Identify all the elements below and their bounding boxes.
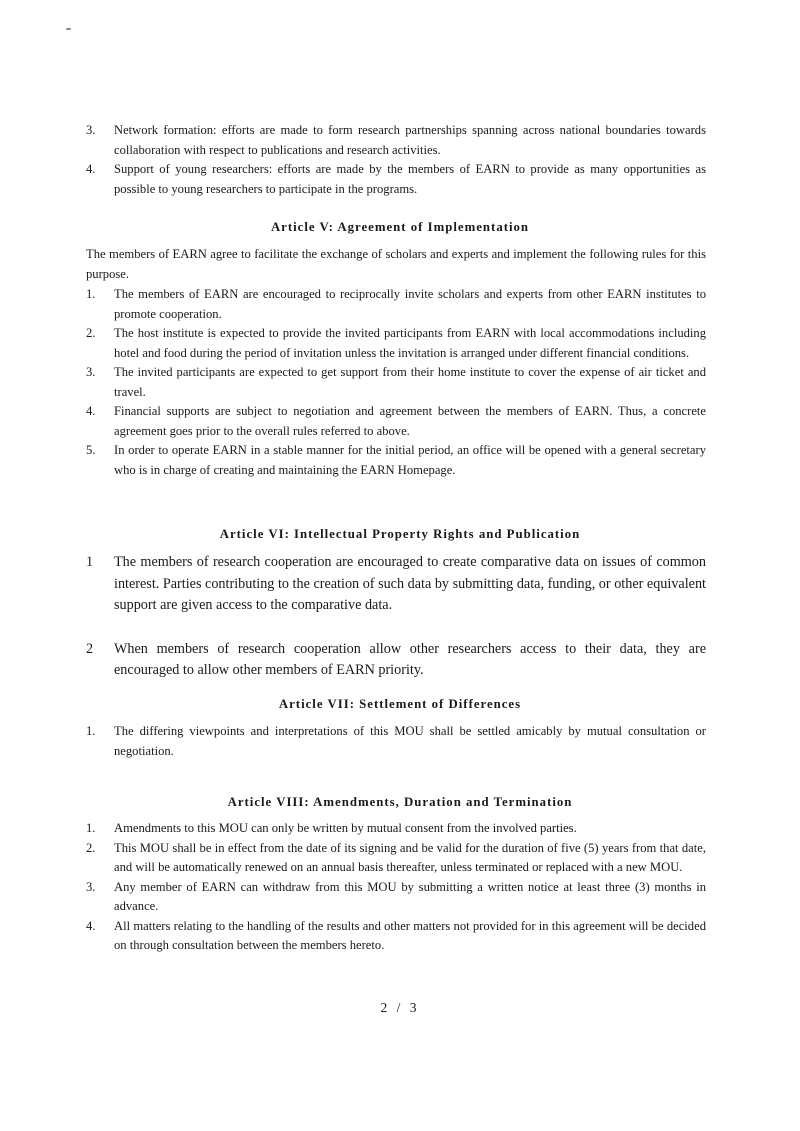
item-text: Amendments to this MOU can only be written by mutual consent from the involved parties.	[114, 821, 577, 835]
item-number: 3.	[86, 365, 96, 379]
item-text: Support of young researchers: efforts are made by the members of EARN to provide as many opportunities as possible to young researchers to participate in the programs.	[114, 162, 706, 196]
item-number: 2.	[86, 840, 96, 855]
item-number: 5.	[86, 443, 96, 457]
list-item	[86, 878, 706, 917]
list-item	[86, 285, 706, 324]
item-number: 1.	[86, 724, 96, 738]
list-item	[86, 639, 706, 682]
list-item	[86, 121, 706, 160]
article-6-heading: Article VI: Intellectual Property Rights and Publication	[219, 527, 581, 541]
item-text: Network formation: efforts are made to form research partnerships spanning across national boundaries towards collaboration with respect to publications and research activities.	[114, 123, 706, 157]
list-item	[86, 363, 706, 402]
list-item	[86, 324, 706, 363]
item-number: 1.	[86, 287, 96, 301]
list-item	[86, 839, 706, 878]
list-item	[86, 402, 706, 441]
item-number: 4.	[86, 404, 96, 418]
item-text: The differing viewpoints and interpretations of this MOU shall be settled amicably by mutual consultation or negotiation.	[114, 724, 706, 758]
item-text: In order to operate EARN in a stable manner for the initial period, an office will be opened with a general secretary who is in charge of creating and maintaining the EARN Homepage.	[114, 443, 706, 477]
item-text: The members of EARN are encouraged to reciprocally invite scholars and experts from other EARN institutes to promote cooperation.	[114, 287, 706, 321]
item-text: Any member of EARN can withdraw from this MOU by submitting a written notice at least three (3) months in advance.	[114, 879, 706, 913]
item-number: 4.	[86, 918, 96, 933]
list-item	[86, 160, 706, 199]
item-text: All matters relating to the handling of the results and other matters not provided for in this agreement will be decided on through consultation between the members hereto.	[114, 918, 706, 952]
list-item	[86, 441, 706, 480]
item-number: 1	[86, 554, 94, 570]
item-number: 3.	[86, 879, 96, 894]
list-item	[86, 819, 706, 839]
item-text: The host institute is expected to provide the invited participants from EARN with local accommodations including hotel and food during the period of invitation unless the invitation is arranged under different financial conditions.	[114, 326, 706, 360]
item-text: This MOU shall be in effect from the date of its signing and be valid for the duration of five (5) years from that date, and will be automatically renewed on an annual basis thereafter, unless terminated or replaced with a new MOU.	[114, 840, 706, 874]
item-number: 3.	[86, 123, 96, 137]
article-7-heading: Article VII: Settlement of Differences	[278, 697, 522, 711]
article-8-heading: Article VIII: Amendments, Duration and Termination	[227, 795, 573, 809]
article-5-heading: Article V: Agreement of Implementation	[270, 220, 530, 234]
article-8-list	[86, 819, 706, 956]
item-number: 2	[86, 640, 94, 657]
page-number: 2 / 3	[380, 1000, 420, 1015]
intro-list	[86, 121, 706, 199]
item-text: The members of research cooperation are encouraged to create comparative data on issues of common interest. Parties contributing to the creation of such data by submitting data, funding, or other equivalent support are given access to the comparative data.	[114, 554, 706, 613]
item-text: Financial supports are subject to negotiation and agreement between the members of EARN. Thus, a concrete agreement goes prior to the overall rules referred to above.	[114, 404, 706, 438]
item-number: 2.	[86, 326, 96, 340]
item-number: 1.	[86, 821, 96, 835]
article-5-list	[86, 285, 706, 480]
item-text: When members of research cooperation allow other researchers access to their data, they are encouraged to allow other members of EARN priority.	[114, 640, 706, 678]
list-item	[86, 917, 706, 956]
item-text: The invited participants are expected to get support from their home institute to cover the expense of air ticket and travel.	[114, 365, 706, 399]
article-6-list	[86, 552, 706, 682]
item-number: 4.	[86, 162, 96, 176]
list-item	[86, 722, 706, 761]
article-7-list	[86, 722, 706, 761]
list-item	[86, 552, 706, 617]
scan-speck	[66, 28, 71, 30]
article-5-intro: The members of EARN agree to facilitate the exchange of scholars and experts and implement the following rules for this purpose.	[86, 247, 706, 281]
